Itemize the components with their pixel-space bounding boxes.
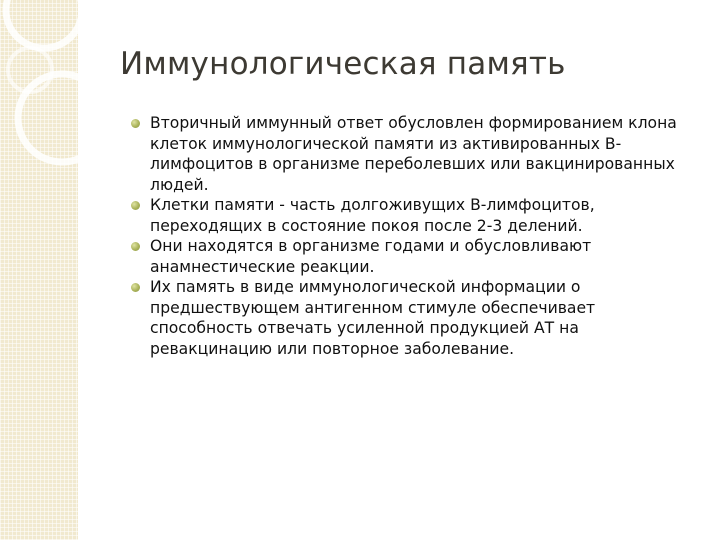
bullet-dot-icon <box>131 242 140 251</box>
bullet-text: Вторичный иммунный ответ обусловлен формированием клона клеток иммунологической памяти из активированных В-лимфоцитов в организме переболевших или вакцинированных людей. <box>150 114 677 194</box>
decorative-circles-icon <box>0 0 78 540</box>
bullet-item <box>131 277 701 359</box>
decorative-side-panel <box>0 0 78 540</box>
bullet-dot-icon <box>131 283 140 292</box>
bullet-dot-icon <box>131 201 140 210</box>
bullet-text: Клетки памяти - часть долгоживущих В-лимфоцитов, переходящих в состояние покоя после 2-3 делений. <box>150 196 595 235</box>
bullet-text: Их память в виде иммунологической информации о предшествующем антигенном стимуле обеспечивает способность отвечать усиленной продукцией АТ на ревакцинацию или повторное заболевание. <box>150 278 596 358</box>
panel-divider <box>78 0 80 540</box>
slide-title: Иммунологическая память <box>120 46 566 82</box>
bullet-list <box>131 113 701 359</box>
bullet-item <box>131 236 701 277</box>
bullet-text: Они находятся в организме годами и обусловливают анамнестические реакции. <box>150 237 592 276</box>
bullet-dot-icon <box>131 119 140 128</box>
bullet-item <box>131 113 701 195</box>
bullet-item <box>131 195 701 236</box>
